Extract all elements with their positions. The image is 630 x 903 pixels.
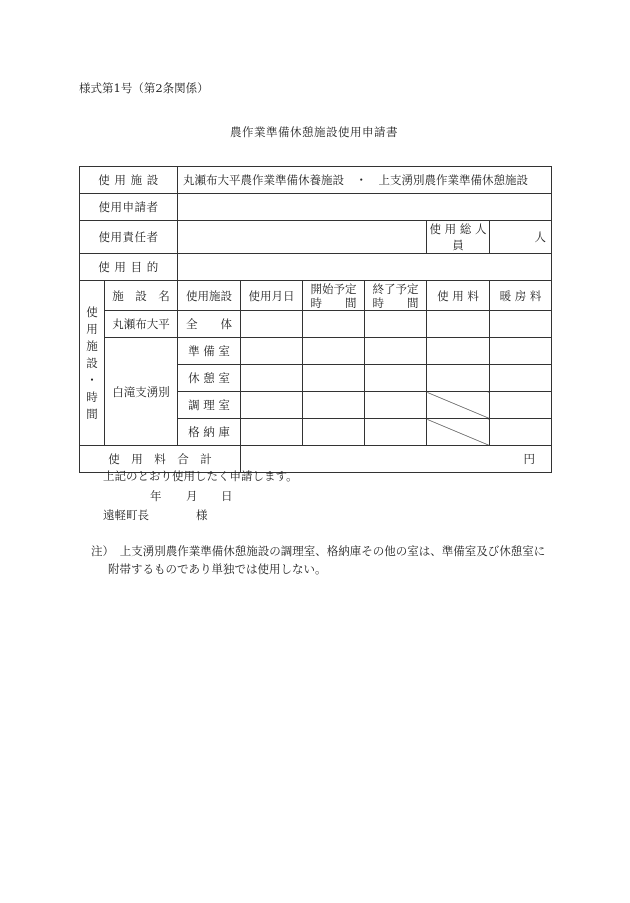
facility-row — [80, 167, 552, 194]
purpose-row — [80, 254, 552, 281]
facility-value: 丸瀬布大平農作業準備休養施設 ・ 上支湧別農作業準備休憩施設 — [178, 167, 552, 194]
total-label: 使 用 料 合 計 — [80, 446, 241, 473]
note-line-1: 注） 上支湧別農作業準備休憩施設の調理室、格納庫その他の室は、準備室及び休憩室に — [91, 544, 546, 558]
fee-cell[interactable] — [427, 365, 490, 392]
facility-name-header: 施 設 名 — [105, 281, 178, 311]
note-line-2: 附帯するものであり単独では使用しない。 — [108, 562, 327, 576]
start-cell[interactable] — [303, 365, 365, 392]
request-text: 上記のとおり使用したく申請します。 — [103, 469, 298, 483]
start-cell[interactable] — [303, 419, 365, 446]
heating-cell[interactable] — [490, 392, 552, 419]
applicant-field[interactable] — [178, 194, 552, 221]
end-cell[interactable] — [365, 365, 427, 392]
use-date-header: 使用月日 — [241, 281, 303, 311]
purpose-label: 使 用 目 的 — [80, 254, 178, 281]
form-title: 農作業準備休憩施設使用申請書 — [230, 125, 398, 139]
heating-cell[interactable] — [490, 338, 552, 365]
end-cell[interactable] — [365, 392, 427, 419]
room-prep: 準 備 室 — [178, 338, 241, 365]
table-row — [80, 311, 552, 338]
header-row — [80, 281, 552, 311]
total-persons-label: 使 用 総 人 員 — [427, 221, 490, 254]
used-facility-header: 使用施設 — [178, 281, 241, 311]
date-year: 年 — [150, 489, 162, 503]
date-cell[interactable] — [241, 338, 303, 365]
honorific: 様 — [196, 508, 208, 522]
section-label: 使 用 施 設 ・ 時 間 — [80, 281, 105, 446]
heating-cell[interactable] — [490, 419, 552, 446]
applicant-label: 使用申請者 — [80, 194, 178, 221]
heating-fee-header: 暖 房 料 — [490, 281, 552, 311]
date-cell[interactable] — [241, 392, 303, 419]
heating-cell[interactable] — [490, 311, 552, 338]
facility-label: 使 用 施 設 — [80, 167, 178, 194]
end-cell[interactable] — [365, 338, 427, 365]
end-cell[interactable] — [365, 311, 427, 338]
start-cell[interactable] — [303, 311, 365, 338]
room-storage: 格 納 庫 — [178, 419, 241, 446]
date-cell[interactable] — [241, 419, 303, 446]
fee-cell-crossed — [427, 392, 490, 419]
date-month: 月 — [186, 489, 198, 503]
fee-cell[interactable] — [427, 311, 490, 338]
application-table — [79, 166, 552, 473]
total-persons-field[interactable] — [490, 221, 552, 254]
start-cell[interactable] — [303, 392, 365, 419]
fee-cell[interactable] — [427, 338, 490, 365]
manager-label: 使用責任者 — [80, 221, 178, 254]
heating-cell[interactable] — [490, 365, 552, 392]
fee-header: 使 用 料 — [427, 281, 490, 311]
facility-name-maruseppu: 丸瀬布大平 — [105, 311, 178, 338]
purpose-field[interactable] — [178, 254, 552, 281]
end-cell[interactable] — [365, 419, 427, 446]
table-row — [80, 338, 552, 365]
start-time-header: 開始予定 時 間 — [303, 281, 365, 311]
addressee: 遠軽町長 — [103, 508, 149, 522]
manager-row — [80, 221, 552, 254]
form-number: 様式第1号（第2条関係） — [79, 81, 209, 95]
room-kitchen: 調 理 室 — [178, 392, 241, 419]
date-cell[interactable] — [241, 365, 303, 392]
facility-name-shirataki: 白滝支湧別 — [105, 338, 178, 446]
persons-unit: 人 — [534, 230, 547, 244]
date-cell[interactable] — [241, 311, 303, 338]
date-day: 日 — [221, 489, 233, 503]
fee-cell-crossed — [427, 419, 490, 446]
end-time-header: 終了予定 時 間 — [365, 281, 427, 311]
start-cell[interactable] — [303, 338, 365, 365]
room-whole: 全 体 — [178, 311, 241, 338]
room-rest: 休 憩 室 — [178, 365, 241, 392]
manager-field[interactable] — [178, 221, 427, 254]
applicant-row — [80, 194, 552, 221]
total-unit: 円 — [523, 452, 536, 466]
